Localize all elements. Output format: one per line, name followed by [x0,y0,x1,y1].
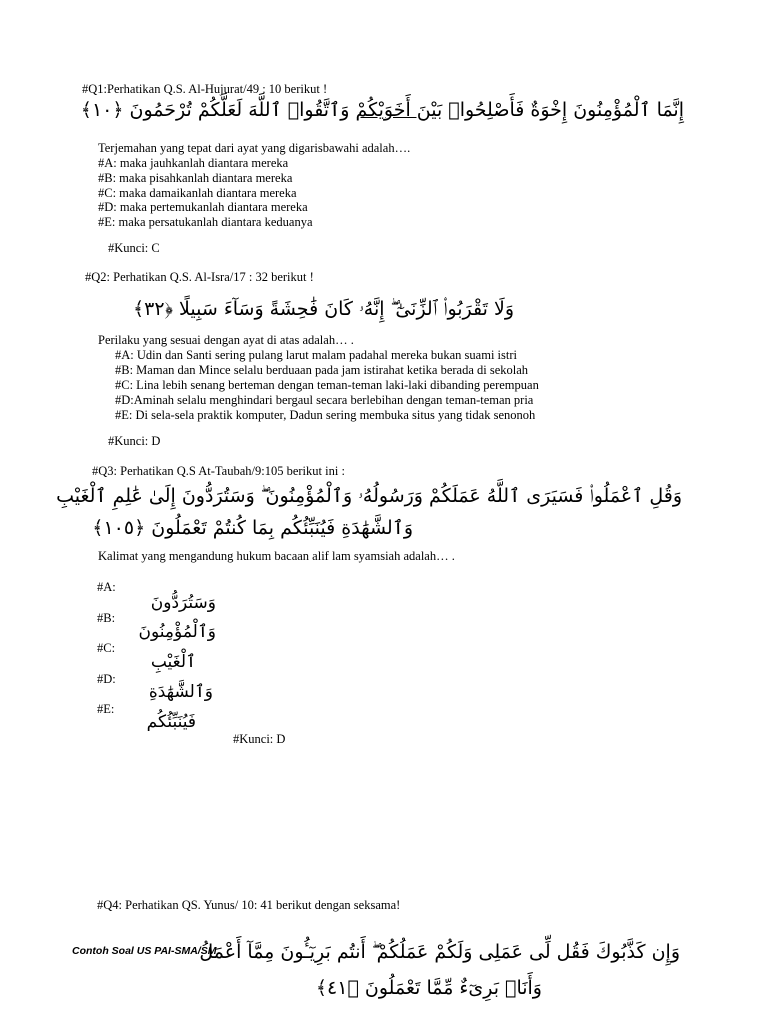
q3-option-d-arabic: وَٱلشَّهَٰدَةِ [148,682,213,702]
q3-option-e-label: #E: [97,702,115,716]
q1-header: #Q1:Perhatikan Q.S. Al-Hujurat/49 : 10 berikut ! [82,82,328,96]
q2-option-a: #A: Udin dan Santi sering pulang larut malam padahal mereka bukan suami istri [115,348,517,362]
q3-option-b-arabic: وَٱلْمُؤْمِنُونَ [138,622,216,642]
q1-option-a: #A: maka jauhkanlah diantara mereka [98,156,289,170]
q4-ayah-line2: وَأَنَا۠ بَرِىٓءٌ مِّمَّا تَعْمَلُونَ ﴿٤١﴾ [315,977,542,999]
q2-ayah: وَلَا تَقْرَبُوا۟ ٱلزِّنَىٰٓ ۖ إِنَّهُۥ كَانَ فَٰحِشَةً وَسَآءَ سَبِيلًا ﴿٣٢﴾ [133,298,514,320]
q2-option-d: #D:Aminah selalu menghindari bergaul secara berlebihan dengan teman-teman pria [115,393,534,407]
q3-option-a-arabic: وَسَتُرَدُّونَ [150,593,216,613]
q2-instruction: Perilaku yang sesuai dengan ayat di atas adalah… . [98,333,354,347]
q4-header: #Q4: Perhatikan QS. Yunus/ 10: 41 berikut dengan seksama! [97,898,401,912]
q2-header: #Q2: Perhatikan Q.S. Al-Isra/17 : 32 berikut ! [85,270,314,284]
q3-instruction: Kalimat yang mengandung hukum bacaan alif lam syamsiah adalah… . [98,549,455,563]
q3-header: #Q3: Perhatikan Q.S At-Taubah/9:105 berikut ini : [92,464,345,478]
q1-ayah [81,96,684,124]
q1-option-d: #D: maka pertemukanlah diantara mereka [98,200,308,214]
q1-ayah-part-b: وَٱتَّقُوا۟ ٱللَّهَ لَعَلَّكُمْ تُرْحَمُونَ ﴿١٠﴾ [80,99,356,121]
q3-answer-key: #Kunci: D [233,732,286,746]
q1-answer-key: #Kunci: C [108,241,160,255]
q3-ayah-line2: وَٱلشَّهَٰدَةِ فَيُنَبِّئُكُم بِمَا كُنتُمْ تَعْمَلُونَ ﴿١٠٥﴾ [92,517,413,539]
q3-option-d-label: #D: [97,672,116,686]
q3-option-a-label: #A: [97,580,116,594]
q3-ayah-line1: وَقُلِ ٱعْمَلُوا۟ فَسَيَرَى ٱللَّهُ عَمَلَكُمْ وَرَسُولُهُۥ وَٱلْمُؤْمِنُونَ ۖ وَسَتُرَدُّونَ إِلَىٰ عَٰلِمِ ٱلْغَيْبِ [56,485,682,507]
q1-option-e: #E: maka persatukanlah diantara keduanya [98,215,313,229]
q4-ayah-line1: وَإِن كَذَّبُوكَ فَقُل لِّى عَمَلِى وَلَكُمْ عَمَلُكُمْ ۖ أَنتُم بَرِيٓـُٔونَ مِمَّآ أَعْمَلُ [199,941,680,963]
footer-note: Contoh Soal US PAI-SMA/SM [72,945,217,957]
q3-option-b-label: #B: [97,611,116,625]
q1-option-b: #B: maka pisahkanlah diantara mereka [98,171,293,185]
q3-option-c-arabic: ٱلْغَيْبِ [150,652,196,672]
q1-ayah-underlined: بَيْنَ أَخَوَيْكُمْ [355,99,443,121]
q3-option-c-label: #C: [97,641,116,655]
q1-option-c: #C: maka damaikanlah diantara mereka [98,186,297,200]
q2-option-e: #E: Di sela-sela praktik komputer, Dadun sering membuka situs yang tidak senonoh [115,408,536,422]
q2-option-c: #C: Lina lebih senang berteman dengan teman-teman laki-laki dibanding perempuan [115,378,539,392]
q1-ayah-part-a: إِنَّمَا ٱلْمُؤْمِنُونَ إِخْوَةٌ فَأَصْلِحُوا۟ [442,99,684,121]
q2-answer-key: #Kunci: D [108,434,161,448]
q2-option-b: #B: Maman dan Mince selalu berduaan pada jam istirahat ketika berada di sekolah [115,363,529,377]
q3-option-e-arabic: فَيُنَبِّئُكُم [146,712,196,732]
q1-instruction: Terjemahan yang tepat dari ayat yang digarisbawahi adalah…. [98,141,411,155]
